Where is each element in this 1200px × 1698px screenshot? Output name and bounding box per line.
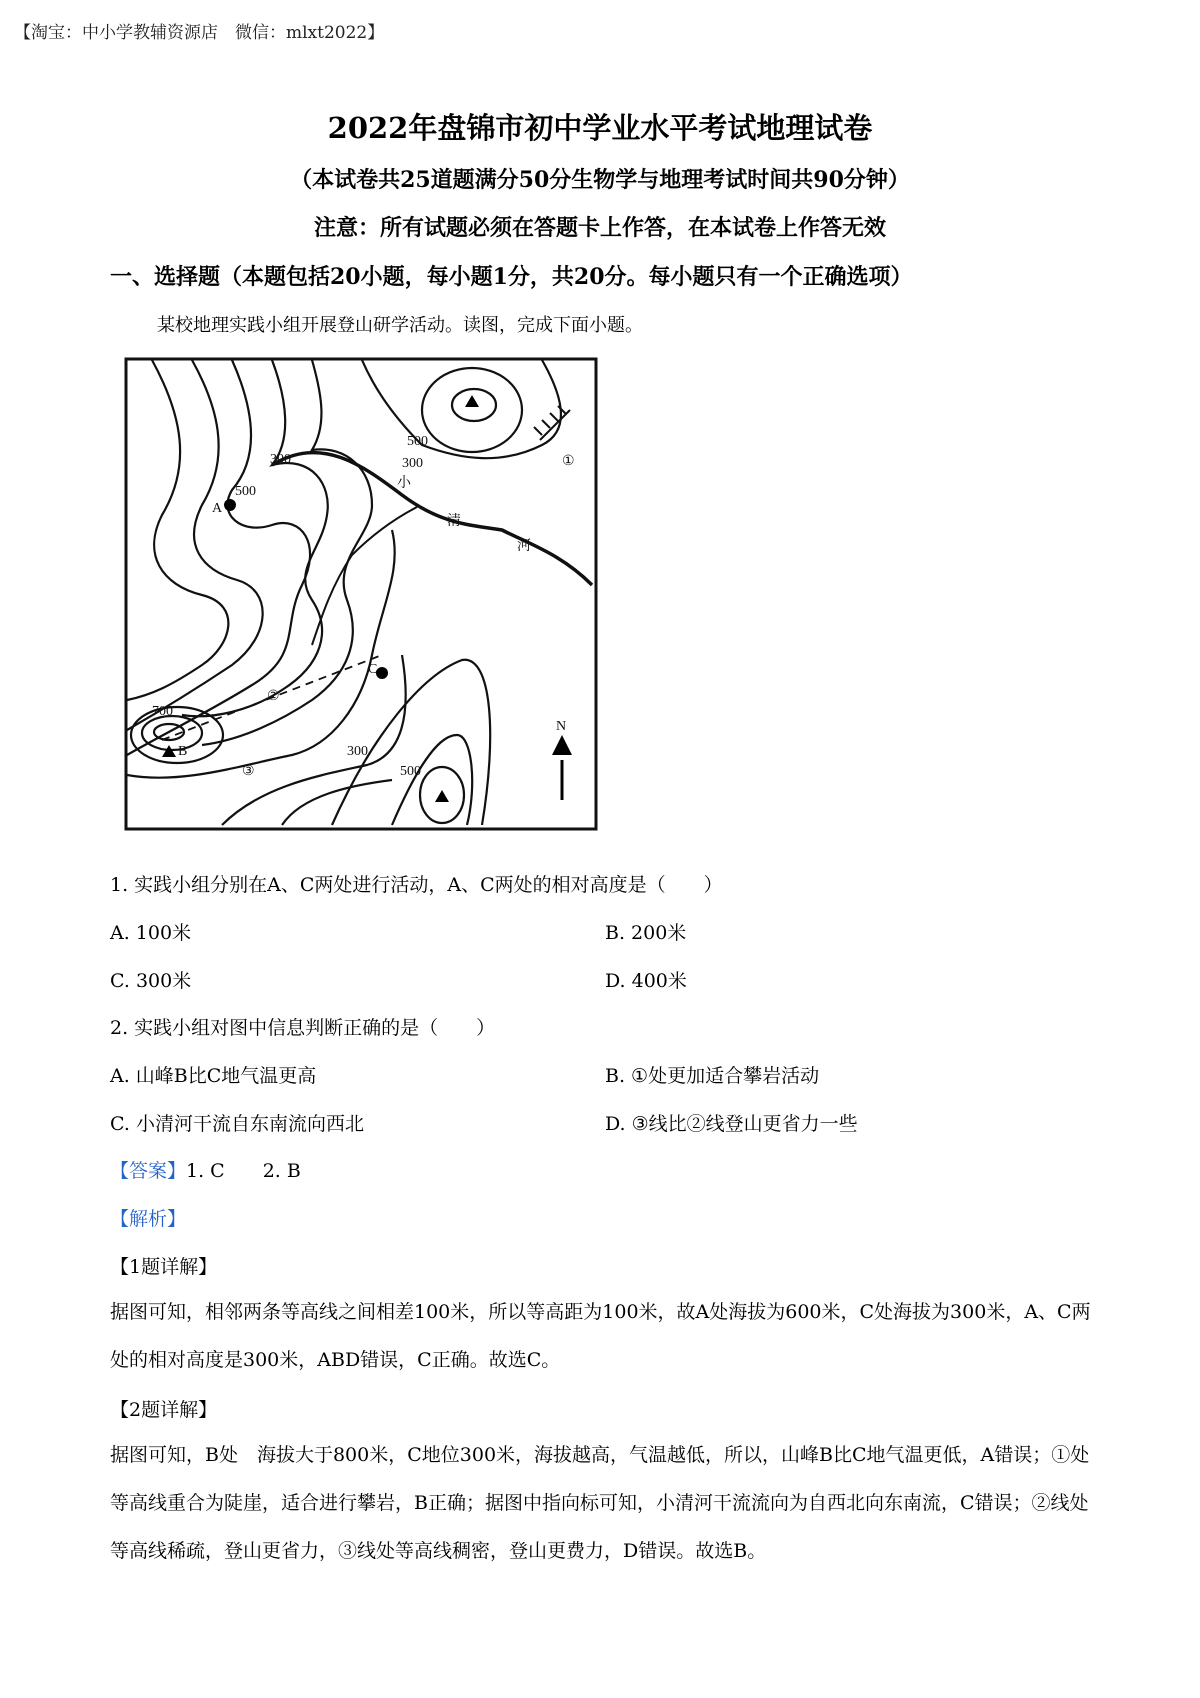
q1-option-a[interactable]: A. 100米 [110, 922, 192, 944]
peak-icon [435, 790, 449, 802]
section-heading: 一、选择题（本题包括20小题，每小题1分，共20分。每小题只有一个正确选项） [110, 264, 913, 290]
contour-label: 500 [407, 434, 428, 449]
detail-1-heading: 【1题详解】 [110, 1256, 218, 1278]
contour-map [122, 355, 602, 835]
watermark-text: 【淘宝：中小学教辅资源店 微信：mlxt2022】 [14, 23, 385, 43]
question-1-stem: 1. 实践小组分别在A、C两处进行活动，A、C两处的相对高度是（ ） [110, 874, 723, 896]
north-label: N [556, 719, 567, 734]
route-3-label: ③ [242, 764, 255, 779]
contour-label: 300 [270, 452, 291, 467]
point-c-dot [376, 667, 388, 679]
analysis-label: 【解析】 [110, 1208, 187, 1230]
q1-option-d[interactable]: D. 400米 [605, 970, 687, 992]
detail-2-text: 据图可知，B处 海拔大于800米，C地位300米，海拔越高，气温越低，所以，山峰B比C地气温更低，A错误；①处等高线重合为陡崖，适合进行攀岩，B正确；据图中指向标可知，小清河干流流向为自西北向东南流，C错误；②线处等高线稀疏，登山更省力，③线处等高线稠密，登山更费力，D错误。故选B。 [110, 1444, 1090, 1562]
answer-row [110, 1156, 301, 1183]
answer-text: 1. C 2. B [186, 1160, 301, 1182]
point-a-dot [224, 499, 236, 511]
route-1-label: ① [562, 454, 575, 469]
point-b-label: B [178, 744, 188, 759]
contour-label: 700 [152, 704, 173, 719]
contour-label: 300 [347, 744, 368, 759]
contour-label: 500 [235, 484, 256, 499]
exam-subtitle: （本试卷共25道题满分50分生物学与地理考试时间共90分钟） [290, 167, 910, 193]
answer-label: 【答案】 [110, 1160, 187, 1182]
q2-option-d[interactable]: D. ③线比②线登山更省力一些 [605, 1113, 858, 1135]
question-intro: 某校地理实践小组开展登山研学活动。读图，完成下面小题。 [157, 315, 643, 336]
q1-option-c[interactable]: C. 300米 [110, 970, 192, 992]
page-title: 2022年盘锦市初中学业水平考试地理试卷 [327, 111, 873, 145]
route-2-label: ② [267, 689, 280, 704]
north-arrow-icon [552, 735, 572, 800]
peak-icon [465, 395, 479, 407]
point-c-label: C [368, 662, 378, 677]
river-label: 河 [517, 539, 531, 554]
river-label: 清 [447, 514, 461, 529]
q2-option-a[interactable]: A. 山峰B比C地气温更高 [110, 1065, 317, 1087]
point-a-label: A [212, 501, 223, 516]
contour-label: 500 [400, 764, 421, 779]
detail-1-text: 据图可知，相邻两条等高线之间相差100米，所以等高距为100米，故A处海拔为600米，C处海拔为300米，A、C两处的相对高度是300米，ABD错误，C正确。故选C。 [110, 1301, 1091, 1371]
q2-option-c[interactable]: C. 小清河干流自东南流向西北 [110, 1113, 364, 1135]
q1-option-b[interactable]: B. 200米 [605, 922, 687, 944]
contour-label: 300 [402, 456, 423, 471]
question-2-stem: 2. 实践小组对图中信息判断正确的是（ ） [110, 1017, 496, 1039]
river-label: 小 [397, 476, 411, 491]
q2-option-b[interactable]: B. ①处更加适合攀岩活动 [605, 1065, 820, 1087]
detail-2-heading: 【2题详解】 [110, 1399, 218, 1421]
exam-notice: 注意：所有试题必须在答题卡上作答，在本试卷上作答无效 [313, 215, 886, 241]
